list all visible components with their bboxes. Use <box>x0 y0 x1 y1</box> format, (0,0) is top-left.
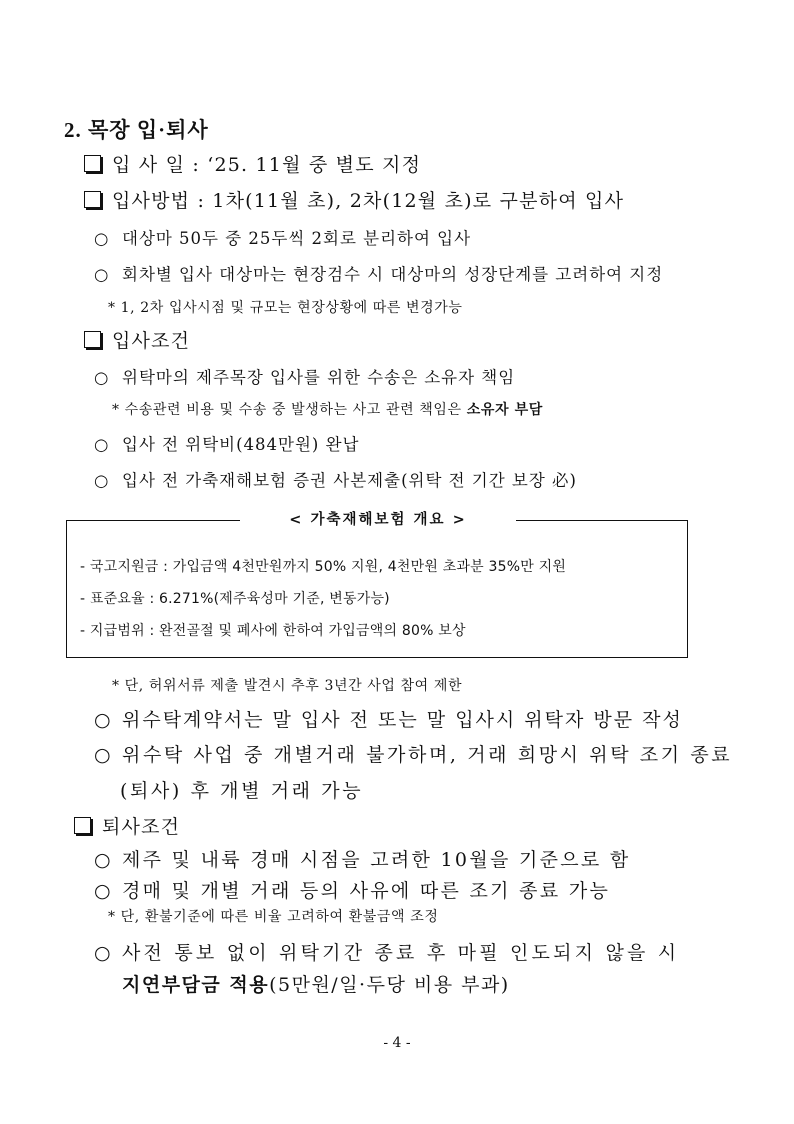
entry-method-heading: 입사방법 : 1차(11월 초), 2차(12월 초)로 구분하여 입사 <box>112 190 625 212</box>
circle-bullet-icon: ○ <box>94 880 113 902</box>
entry-conditions-heading: 입사조건 <box>112 330 191 352</box>
list-item-continuation: 지연부담금 적용(5만원/일·두당 비용 부과) <box>122 974 510 996</box>
list-item-continuation: (퇴사) 후 개별 거래 가능 <box>120 780 364 802</box>
circle-bullet-icon: ○ <box>94 709 113 731</box>
exit-conditions-heading: 퇴사조건 <box>102 816 181 838</box>
list-item: ○ 위탁마의 제주목장 입사를 위한 수송은 소유자 책임 <box>94 368 516 387</box>
circle-bullet-icon: ○ <box>94 229 110 248</box>
entry-method-note: * 1, 2차 입사시점 및 규모는 현장상황에 따른 변경가능 <box>108 300 463 316</box>
circle-bullet-icon: ○ <box>94 942 114 964</box>
transport-note: * 수송관련 비용 및 수송 중 발생하는 사고 관련 책임은 소유자 부담 <box>112 402 543 418</box>
circle-bullet-icon: ○ <box>94 368 110 387</box>
list-item: ○ 위수탁 사업 중 개별거래 불가하며, 거래 희망시 위탁 조기 종료 <box>94 744 733 766</box>
insurance-line: - 지급범위 : 완전골절 및 폐사에 한하여 가입금액의 80% 보상 <box>80 623 466 639</box>
insurance-line: - 국고지원금 : 가입금액 4천만원까지 50% 지원, 4천만원 초과분 35%만 지원 <box>80 559 567 575</box>
list-item: ○ 경매 및 개별 거래 등의 사유에 따른 조기 종료 가능 <box>94 880 611 902</box>
entry-date-heading: 입 사 일 : ‘25. 11월 중 별도 지정 <box>112 154 422 176</box>
section-title: 2. 목장 입·퇴사 <box>64 118 209 142</box>
checkbox-square-icon <box>84 191 101 208</box>
insurance-line: - 표준요율 : 6.271%(제주육성마 기준, 변동가능) <box>80 591 390 607</box>
delay-penalty-emphasis: 지연부담금 적용 <box>122 974 270 996</box>
false-document-note: * 단, 허위서류 제출 발견시 추후 3년간 사업 참여 제한 <box>112 678 463 694</box>
list-item: ○ 사전 통보 없이 위탁기간 종료 후 마필 인도되지 않을 시 <box>94 942 680 964</box>
circle-bullet-icon: ○ <box>94 471 110 490</box>
owner-burden-emphasis: 소유자 부담 <box>466 402 543 418</box>
checkbox-square-icon <box>74 817 91 834</box>
list-item: ○ 회차별 입사 대상마는 현장검수 시 대상마의 성장단계를 고려하여 지정 <box>94 265 664 284</box>
checkbox-square-icon <box>84 155 101 172</box>
circle-bullet-icon: ○ <box>94 435 110 454</box>
circle-bullet-icon: ○ <box>94 744 114 766</box>
insurance-box-title: < 가축재해보험 개요 > <box>240 508 516 529</box>
list-item: ○ 입사 전 위탁비(484만원) 완납 <box>94 435 360 454</box>
refund-note: * 단, 환불기준에 따른 비율 고려하여 환불금액 조정 <box>108 909 439 925</box>
list-item: ○ 제주 및 내륙 경매 시점을 고려한 10월을 기준으로 함 <box>94 849 631 871</box>
circle-bullet-icon: ○ <box>94 265 110 284</box>
list-item: ○ 대상마 50두 중 25두씩 2회로 분리하여 입사 <box>94 229 472 248</box>
page-number: - 4 - <box>383 1035 411 1051</box>
list-item: ○ 입사 전 가축재해보험 증권 사본제출(위탁 전 기간 보장 必) <box>94 471 577 490</box>
circle-bullet-icon: ○ <box>94 849 113 871</box>
list-item: ○ 위수탁계약서는 말 입사 전 또는 말 입사시 위탁자 방문 작성 <box>94 709 683 731</box>
checkbox-square-icon <box>84 331 101 348</box>
